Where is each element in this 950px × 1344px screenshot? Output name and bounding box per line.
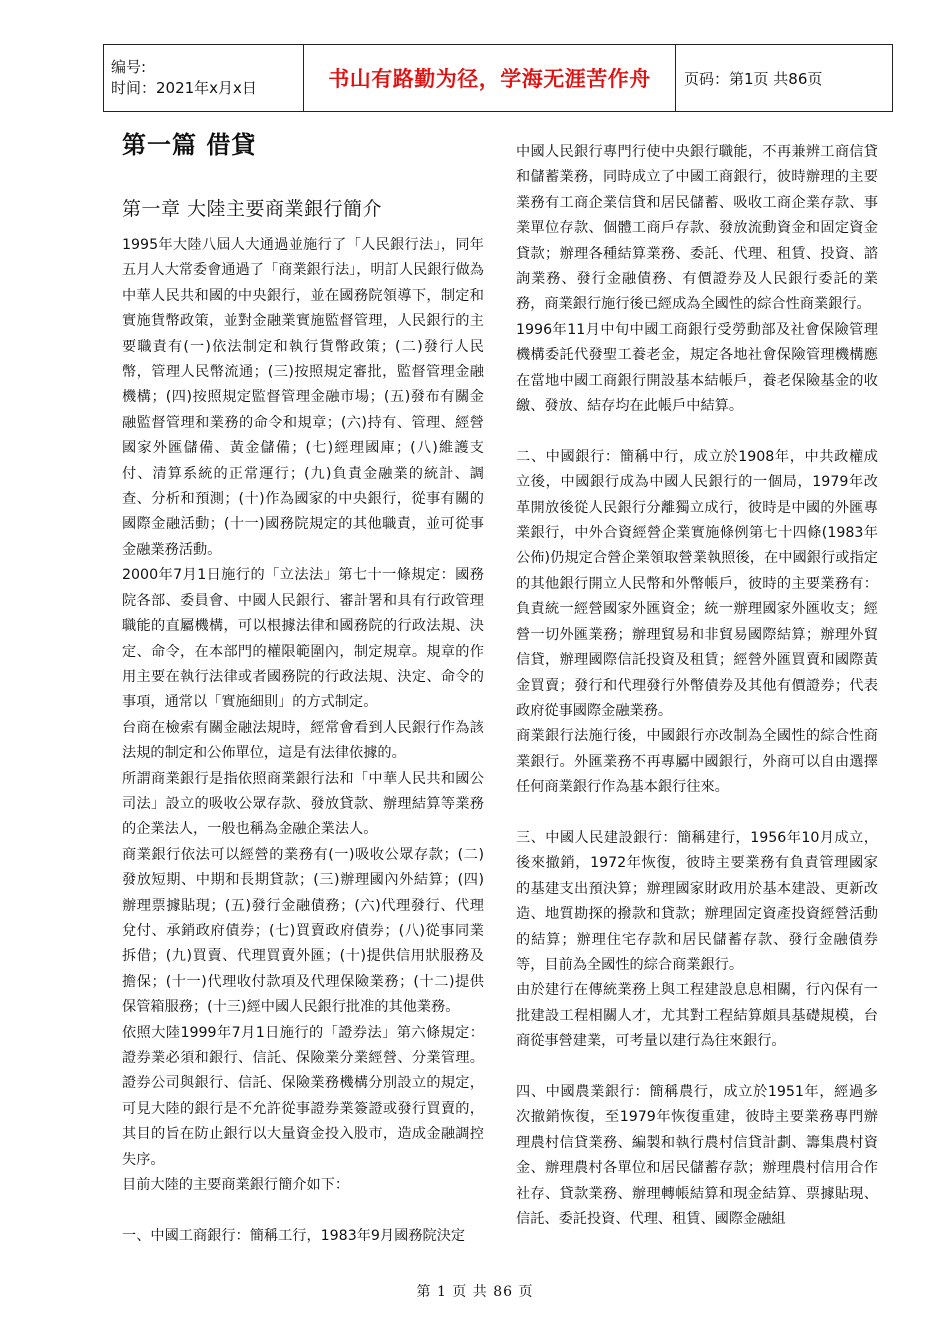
page-header	[103, 44, 893, 112]
chapter-title: 第一章 大陸主要商業銀行簡介	[122, 198, 383, 220]
paragraph: 台商在檢索有關金融法規時，經常會看到人民銀行作為該法規的制定和公佈單位，這是有法律依據的。	[122, 719, 484, 762]
right-column-body	[516, 140, 878, 1232]
paragraph-gap	[516, 801, 878, 826]
paragraph-gap	[516, 419, 878, 444]
motto-text: 书山有路勤为径，学海无涯苦作舟	[328, 66, 651, 91]
paragraph: 四、中國農業銀行：簡稱農行，成立於1951年，經過多次撤銷恢復，至1979年恢復重建，彼時主要業務專門辦理農村信貸業務、編製和執行農村信貸計劃、籌集農村資金、辦理農村各單位和居民儲蓄存款；辦理農村信用合作社存、貸款業務、辦理轉帳結算和現金結算、票據貼現、信託、委託投資、代理、租賃、國際金融組	[516, 1083, 878, 1228]
paragraph-gap	[516, 1055, 878, 1080]
page-footer: 第 1 页 共 86 页	[416, 1284, 534, 1300]
header-page-info: 页码：第1页 共86页	[684, 69, 823, 88]
header-motto-cell	[304, 45, 676, 111]
paragraph: 目前大陸的主要商業銀行簡介如下：	[122, 1177, 350, 1194]
left-column	[122, 128, 484, 1249]
left-column-body	[122, 233, 484, 1249]
number-label: 编号:	[111, 58, 147, 76]
paragraph: 1995年大陸八屆人大通過並施行了「人民銀行法」，同年五月人大常委會通過了「商業銀行法」，明訂人民銀行做為中華人民共和國的中央銀行，並在國務院領導下，制定和實施貨幣政策，並對金融業實施監督管理，人民銀行的主要職責有(一)依法制定和執行貨幣政策；(二)發行人民幣，管理人民幣流通；(三)按照規定審批，監督管理金融機構；(四)按照規定監督管理金融市場；(五)發布有關金融監督管理和業務的命令和規章；(六)持有、管理、經營國家外匯儲備、黃金儲備；(七)經理國庫；(八)維護支付、清算系統的正常運行；(九)負責金融業的統計、調查、分析和預測；(十)作為國家的中央銀行，從事有關的國際金融活動；(十一)國務院規定的其他職責，並可從事金融業務活動。	[122, 237, 484, 558]
right-column	[516, 140, 878, 1232]
paragraph: 所謂商業銀行是指依照商業銀行法和「中華人民共和國公司法」設立的吸收公眾存款、發放貸款、辦理結算等業務的企業法人，一般也稱為金融企業法人。	[122, 770, 484, 838]
paragraph: 中國人民銀行專門行使中央銀行職能，不再兼辨工商信貸和儲蓄業務，同時成立了中國工商銀行，彼時辦理的主要業務有工商企業信貸和居民儲蓄、吸收工商企業存款、事業單位存款、個體工商戶存款、發放流動資金和固定資金貸款；辦理各種結算業務、委託、代理、租賃、投資、諮詢業務、發行金融債務、有價證券及人民銀行委託的業務，商業銀行施行後已經成為全國性的綜合性商業銀行。	[516, 144, 878, 313]
paragraph: 商業銀行法施行後，中國銀行亦改制為全國性的綜合性商業銀行。外匯業務不再專屬中國銀行，外商可以自由選擇任何商業銀行作為基本銀行往來。	[516, 728, 878, 796]
paragraph: 三、中國人民建設銀行：簡稱建行，1956年10月成立，後來撤銷，1972年恢復，彼時主要業務有負責管理國家的基建支出預決算；辦理國家財政用於基本建設、更新改造、地質勘探的撥款和貸款；辦理固定資產投資經營活動的結算；辦理住宅存款和居民儲蓄存款、發行金融債券等，目前為全國性的綜合商業銀行。	[516, 829, 878, 973]
paragraph: 由於建行在傳統業務上與工程建設息息相關，行內保有一批建設工程相關人才，尤其對工程結算頗具基礎規模，台商從事營建業，可考量以建行為往來銀行。	[516, 982, 878, 1050]
paragraph: 2000年7月1日施行的「立法法」第七十一條規定：國務院各部、委員會、中國人民銀行、審計署和具有行政管理職能的直屬機構，可以根據法律和國務院的行政法規、決定、命令，在本部門的權限範圍內，制定規章。規章的作用主要在執行法律或者國務院的行政法規、決定、命令的事項，通常以「實施細則」的方式制定。	[122, 567, 484, 711]
paragraph: 商業銀行依法可以經營的業務有(一)吸收公眾存款；(二)發放短期、中期和長期貸款；(三)辦理國內外結算；(四)辦理票據貼現；(五)發行金融債務；(六)代理發行、代理兌付、承銷政府債券；(七)買賣政府債券；(八)從事同業拆借；(九)買賣、代理買賣外匯；(十)提供信用狀服務及擔保；(十一)代理收付款項及代理保險業務；(十二)提供保管箱服務；(十三)經中國人民銀行批准的其他業務。	[122, 846, 484, 1016]
paragraph: 一、中國工商銀行：簡稱工行，1983年9月國務院決定	[122, 1227, 466, 1244]
paragraph-gap	[122, 1198, 484, 1223]
time-label: 时间：2021年x月x日	[111, 79, 257, 97]
paragraph: 依照大陸1999年7月1日施行的「證券法」第六條規定：證券業必須和銀行、信託、保險業分業經營、分業管理。證券公司與銀行、信託、保險業務機構分別設立的規定，可見大陸的銀行是不允許從事證券業簽證或發行買賣的，其目的旨在防止銀行以大量資金投入股市，造成金融調控失序。	[122, 1024, 484, 1168]
part-title: 第一篇 借貸	[122, 131, 257, 159]
paragraph: 二、中國銀行：簡稱中行，成立於1908年，中共政權成立後，中國銀行成為中國人民銀行的一個局，1979年改革開放後從人民銀行分離獨立成行，彼時是中國的外匯專業銀行，中外合資經營企業實施條例第七十四條(1983年公佈)仍規定合營企業領取營業執照後，在中國銀行或指定的其他銀行開立人民幣和外幣帳戶，彼時的主要業務有：負責統一經營國家外匯資金；統一辦理國家外匯收支；經營一切外匯業務；辦理貿易和非貿易國際結算；辦理外貿信貸，辦理國際信託投資及租賃；經營外匯買賣和國際黃金買賣；發行和代理發行外幣債券及其他有價證券；代表政府從事國際金融業務。	[516, 448, 878, 719]
header-meta	[104, 45, 304, 111]
paragraph: 1996年11月中旬中國工商銀行受勞動部及社會保險管理機構委託代發聖工養老金，規定各地社會保險管理機構應在當地中國工商銀行開設基本結帳戶，養老保險基金的收繳、發放、結存均在此帳戶中結算。	[516, 321, 878, 415]
